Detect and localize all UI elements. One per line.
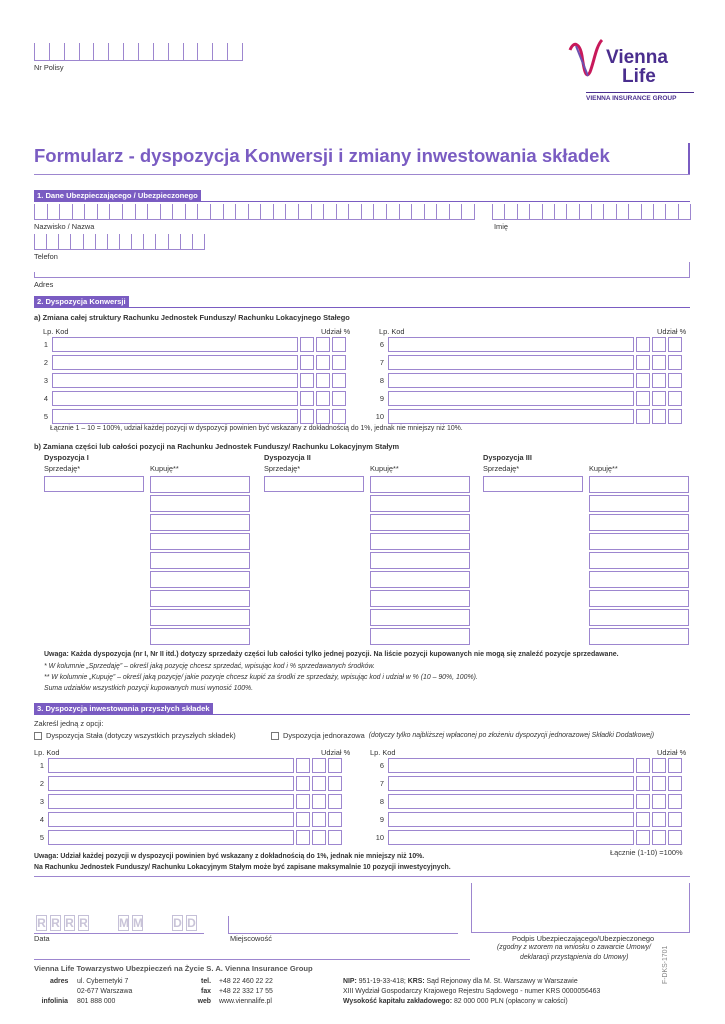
share-digit-input[interactable] — [668, 391, 682, 406]
share-digit-input[interactable] — [636, 794, 650, 809]
fund-row[interactable] — [374, 409, 688, 425]
footer-legal-3: Wysokość kapitału zakładowego: 82 000 000 PLN (opłacony w całości) — [343, 998, 568, 1005]
share-digit-input[interactable] — [296, 776, 310, 791]
fund-row[interactable] — [38, 373, 352, 389]
date-label: Data — [34, 934, 50, 943]
buy-input[interactable] — [589, 514, 689, 531]
fund-code-input[interactable] — [388, 758, 634, 773]
surname-field[interactable] — [34, 204, 474, 220]
footer-company: Vienna Life Towarzystwo Ubezpieczeń na Życie S. A. Vienna Insurance Group — [34, 964, 313, 973]
share-digit-input[interactable] — [636, 391, 650, 406]
disposition-title: Dyspozycja I — [44, 453, 89, 462]
fund-row[interactable] — [34, 794, 348, 810]
fund-row[interactable] — [374, 391, 688, 407]
fund-code-input[interactable] — [388, 812, 634, 827]
share-digit-input[interactable] — [668, 776, 682, 791]
fund-row[interactable] — [38, 355, 352, 371]
col-share-right-3: Udział % — [657, 748, 687, 757]
share-digit-input[interactable] — [652, 758, 666, 773]
disposition-title: Dyspozycja III — [483, 453, 532, 462]
share-digit-input[interactable] — [668, 355, 682, 370]
date-char-box[interactable]: R — [51, 916, 60, 930]
share-digit-input[interactable] — [332, 409, 346, 424]
share-digit-input[interactable] — [332, 355, 346, 370]
share-digit-input[interactable] — [312, 830, 326, 845]
fund-code-input[interactable] — [48, 812, 294, 827]
row-number: 9 — [379, 815, 384, 824]
row-number: 4 — [39, 815, 44, 824]
buy-input[interactable] — [589, 590, 689, 607]
section-2a-note: Łącznie 1 – 10 = 100%, udział każdej pozycji w dyspozycji powinien być wskazany z dokładnością do 1%, jednak nie mniejszy niż 10%. — [50, 425, 463, 432]
share-digit-input[interactable] — [652, 337, 666, 352]
share-digit-input[interactable] — [300, 355, 314, 370]
fund-code-input[interactable] — [48, 776, 294, 791]
buy-input[interactable] — [370, 628, 470, 645]
signature-field[interactable] — [471, 883, 690, 933]
footer-fax: +48 22 332 17 55 — [219, 988, 273, 995]
row-number: 3 — [39, 797, 44, 806]
signature-note-2: deklaracji przystąpienia do Umowy) — [520, 954, 629, 961]
row-number: 2 — [43, 358, 48, 367]
share-digit-input[interactable] — [328, 830, 342, 845]
share-digit-input[interactable] — [668, 812, 682, 827]
fund-row[interactable] — [38, 337, 352, 353]
phone-label: Telefon — [34, 252, 58, 261]
fund-code-input[interactable] — [388, 355, 634, 370]
page-title: Formularz - dyspozycja Konwersji i zmiany inwestowania składek — [34, 145, 610, 166]
buy-input[interactable] — [370, 609, 470, 626]
share-digit-input[interactable] — [332, 337, 346, 352]
share-digit-input[interactable] — [636, 812, 650, 827]
fund-code-input[interactable] — [52, 391, 298, 406]
footnote-buy: ** W kolumnie „Kupuję” – określ jaką pozycję/ jakie pozycje chcesz kupić za środki ze sprzedaży, wpisując kod i udział w % (10 – 90%, 100%). — [44, 674, 478, 681]
share-digit-input[interactable] — [300, 391, 314, 406]
share-digit-input[interactable] — [636, 409, 650, 424]
share-digit-input[interactable] — [668, 409, 682, 424]
place-label: Miejscowość — [230, 934, 272, 943]
share-digit-input[interactable] — [312, 776, 326, 791]
row-number: 7 — [379, 358, 384, 367]
col-share-right: Udział % — [657, 327, 687, 336]
row-number: 9 — [379, 394, 384, 403]
logo-group-text: VIENNA INSURANCE GROUP — [586, 95, 677, 102]
row-number: 1 — [43, 340, 48, 349]
date-char-box[interactable]: D — [187, 916, 196, 930]
buy-input[interactable] — [150, 476, 250, 493]
share-digit-input[interactable] — [332, 391, 346, 406]
fund-code-input[interactable] — [52, 409, 298, 424]
sell-input[interactable] — [44, 476, 144, 492]
footer-web-label: web — [197, 998, 211, 1005]
buy-column-label: Kupuję** — [150, 464, 179, 473]
footer-addr-1: ul. Cybernetyki 7 — [77, 978, 129, 985]
row-number: 6 — [379, 340, 384, 349]
share-digit-input[interactable] — [636, 758, 650, 773]
mark-one-label: Zakreśl jedną z opcji: — [34, 719, 104, 728]
address-field[interactable] — [34, 262, 690, 278]
buy-input[interactable] — [370, 514, 470, 531]
row-number: 8 — [379, 376, 384, 385]
fund-row[interactable] — [34, 776, 348, 792]
share-digit-input[interactable] — [316, 391, 330, 406]
row-number: 10 — [375, 833, 384, 842]
option-once-note: (dotyczy tylko najbliższej wpłaconej po złożeniu dyspozycji jednorazowej Składki Dodatkowej) — [368, 732, 655, 739]
signature-note-1: (zgodny z wzorem na wniosku o zawarcie Umowy/ — [497, 944, 651, 951]
buy-input[interactable] — [589, 571, 689, 588]
fund-row[interactable] — [374, 337, 688, 353]
fund-row[interactable] — [34, 830, 348, 846]
share-digit-input[interactable] — [652, 355, 666, 370]
date-char-box[interactable]: M — [119, 916, 129, 930]
option-fixed-label: Dyspozycja Stała (dotyczy wszystkich przyszłych składek) — [46, 731, 236, 740]
fund-row[interactable] — [374, 830, 688, 846]
fund-code-input[interactable] — [388, 794, 634, 809]
col-share-left-3: Udział % — [321, 748, 351, 757]
footer-info: 801 888 000 — [77, 998, 116, 1005]
buy-input[interactable] — [370, 476, 470, 493]
firstname-label: Imię — [494, 222, 508, 231]
vienna-life-logo — [566, 34, 694, 106]
row-number: 3 — [43, 376, 48, 385]
row-number: 8 — [379, 797, 384, 806]
fund-code-input[interactable] — [48, 830, 294, 845]
col-lp-kod-left: Lp. Kod — [43, 327, 69, 336]
fund-row[interactable] — [374, 355, 688, 371]
share-digit-input[interactable] — [300, 373, 314, 388]
share-digit-input[interactable] — [652, 830, 666, 845]
policy-number-field[interactable] — [34, 43, 242, 61]
share-digit-input[interactable] — [652, 794, 666, 809]
col-lp-kod-right: Lp. Kod — [379, 327, 405, 336]
date-char-box[interactable]: M — [133, 916, 143, 930]
place-field[interactable] — [228, 915, 458, 933]
share-digit-input[interactable] — [668, 830, 682, 845]
buy-input[interactable] — [150, 609, 250, 626]
fund-code-input[interactable] — [388, 830, 634, 845]
surname-label: Nazwisko / Nazwa — [34, 222, 95, 231]
section-2a-title: a) Zmiana całej struktury Rachunku Jednostek Funduszy/ Rachunku Lokacyjnego Stałego — [34, 313, 350, 322]
section-2-heading: 2. Dyspozycja Konwersji — [34, 296, 129, 308]
share-digit-input[interactable] — [636, 373, 650, 388]
share-digit-input[interactable] — [328, 812, 342, 827]
option-once[interactable] — [271, 731, 654, 740]
share-digit-input[interactable] — [316, 355, 330, 370]
footer-web[interactable]: www.viennalife.pl — [219, 998, 272, 1005]
address-label: Adres — [34, 280, 54, 289]
fund-code-input[interactable] — [388, 409, 634, 424]
section-3-warning-1: Uwaga: Udział każdej pozycji w dyspozycji powinien być wskazany z dokładnością do 1%, jednak nie mniejszy niż 10%. — [34, 853, 425, 860]
logo-word-life: Life — [622, 66, 656, 87]
buy-input[interactable] — [150, 571, 250, 588]
fund-row[interactable] — [374, 794, 688, 810]
col-share-left: Udział % — [321, 327, 351, 336]
fund-code-input[interactable] — [52, 337, 298, 352]
share-digit-input[interactable] — [296, 758, 310, 773]
sell-column-label: Sprzedaję* — [44, 464, 81, 473]
footer-legal-2: XIII Wydział Gospodarczy Krajowego Rejestru Sądowego - numer KRS 0000056463 — [343, 988, 601, 995]
buy-input[interactable] — [150, 552, 250, 569]
footnote-sum: Suma udziałów wszystkich pozycji kupowanych musi wynosić 100%. — [44, 685, 254, 692]
fund-row[interactable] — [374, 812, 688, 828]
share-digit-input[interactable] — [296, 830, 310, 845]
fund-row[interactable] — [34, 812, 348, 828]
fund-code-input[interactable] — [48, 794, 294, 809]
share-digit-input[interactable] — [652, 391, 666, 406]
buy-input[interactable] — [370, 552, 470, 569]
section-2-warning: Uwaga: Każda dyspozycja (nr I, Nr II itd.) dotyczy sprzedaży części lub całości tylko jednej pozycji. Na liście pozycji kupowanych nie mogą się znaleźć pozycje sprzedawane. — [44, 651, 619, 658]
signature-label: Podpis Ubezpieczającego/Ubezpieczonego — [512, 934, 655, 943]
share-digit-input[interactable] — [668, 373, 682, 388]
buy-input[interactable] — [589, 628, 689, 645]
share-digit-input[interactable] — [636, 355, 650, 370]
footnote-sell: * W kolumnie „Sprzedaję” – określ jaką pozycję chcesz sprzedać, wpisując kod i % sprzedawanych środków. — [44, 663, 375, 670]
buy-input[interactable] — [370, 533, 470, 550]
fund-row[interactable] — [38, 409, 352, 425]
option-fixed-checkbox[interactable] — [34, 732, 42, 740]
sell-column-label: Sprzedaję* — [483, 464, 520, 473]
row-number: 6 — [379, 761, 384, 770]
share-digit-input[interactable] — [652, 373, 666, 388]
buy-column-label: Kupuję** — [589, 464, 618, 473]
buy-input[interactable] — [150, 590, 250, 607]
share-digit-input[interactable] — [296, 812, 310, 827]
share-digit-input[interactable] — [312, 794, 326, 809]
date-char-box[interactable]: R — [65, 916, 74, 930]
footer-tel-label: tel. — [201, 978, 211, 985]
fund-row[interactable] — [38, 391, 352, 407]
policy-number-label: Nr Polisy — [34, 63, 64, 72]
option-once-checkbox[interactable] — [271, 732, 279, 740]
firstname-field[interactable] — [492, 204, 690, 220]
buy-input[interactable] — [589, 609, 689, 626]
sell-input[interactable] — [483, 476, 583, 492]
row-number: 5 — [39, 833, 44, 842]
fund-code-input[interactable] — [388, 776, 634, 791]
fund-row[interactable] — [374, 758, 688, 774]
disposition-title: Dyspozycja II — [264, 453, 311, 462]
sell-column-label: Sprzedaję* — [264, 464, 301, 473]
share-digit-input[interactable] — [316, 337, 330, 352]
logo-word-vienna: Vienna — [606, 47, 668, 68]
row-number: 10 — [375, 412, 384, 421]
footer-info-label: infolinia — [41, 998, 68, 1005]
share-digit-input[interactable] — [652, 812, 666, 827]
share-digit-input[interactable] — [328, 758, 342, 773]
fund-code-input[interactable] — [48, 758, 294, 773]
buy-input[interactable] — [370, 571, 470, 588]
share-digit-input[interactable] — [668, 337, 682, 352]
date-char-box[interactable]: R — [37, 916, 46, 930]
date-field[interactable] — [34, 915, 204, 933]
footer-tel: +48 22 460 22 22 — [219, 978, 273, 985]
section-1-heading: 1. Dane Ubezpieczającego / Ubezpieczonego — [34, 190, 201, 202]
fund-row[interactable] — [374, 373, 688, 389]
fund-code-input[interactable] — [388, 337, 634, 352]
fund-row[interactable] — [374, 776, 688, 792]
date-char-box[interactable]: D — [173, 916, 182, 930]
share-digit-input[interactable] — [652, 776, 666, 791]
section-3-heading: 3. Dyspozycja inwestowania przyszłych składek — [34, 703, 213, 715]
row-number: 1 — [39, 761, 44, 770]
share-digit-input[interactable] — [332, 373, 346, 388]
row-number: 7 — [379, 779, 384, 788]
share-digit-input[interactable] — [316, 409, 330, 424]
buy-input[interactable] — [589, 552, 689, 569]
row-number: 4 — [43, 394, 48, 403]
logo-swirl-icon — [566, 36, 606, 86]
share-digit-input[interactable] — [636, 776, 650, 791]
buy-input[interactable] — [150, 628, 250, 645]
buy-input[interactable] — [150, 514, 250, 531]
option-once-label: Dyspozycja jednorazowa — [283, 731, 365, 740]
col-lp-kod-right-3: Lp. Kod — [370, 748, 396, 757]
fund-code-input[interactable] — [52, 355, 298, 370]
sell-input[interactable] — [264, 476, 364, 492]
form-code: F-DKS-1701 — [662, 945, 669, 984]
footer-addr-2: 02-677 Warszawa — [77, 988, 133, 995]
share-digit-input[interactable] — [316, 373, 330, 388]
buy-input[interactable] — [150, 533, 250, 550]
option-fixed[interactable] — [34, 731, 236, 740]
buy-input[interactable] — [150, 495, 250, 512]
fund-code-input[interactable] — [388, 373, 634, 388]
date-char-box[interactable]: R — [79, 916, 88, 930]
buy-input[interactable] — [370, 495, 470, 512]
share-digit-input[interactable] — [300, 409, 314, 424]
buy-input[interactable] — [370, 590, 470, 607]
buy-input[interactable] — [589, 495, 689, 512]
section-3-total: Łącznie (1-10) =100% — [610, 848, 683, 857]
share-digit-input[interactable] — [300, 337, 314, 352]
share-digit-input[interactable] — [296, 794, 310, 809]
fund-row[interactable] — [34, 758, 348, 774]
row-number: 5 — [43, 412, 48, 421]
share-digit-input[interactable] — [636, 830, 650, 845]
buy-input[interactable] — [589, 533, 689, 550]
fund-code-input[interactable] — [52, 373, 298, 388]
row-number: 2 — [39, 779, 44, 788]
share-digit-input[interactable] — [328, 776, 342, 791]
col-lp-kod-left-3: Lp. Kod — [34, 748, 60, 757]
share-digit-input[interactable] — [652, 409, 666, 424]
footer-legal-1: NIP: 951-19-33-418; KRS: Sąd Rejonowy dla M. St. Warszawy w Warszawie — [343, 978, 578, 985]
share-digit-input[interactable] — [636, 337, 650, 352]
share-digit-input[interactable] — [668, 794, 682, 809]
buy-column-label: Kupuję** — [370, 464, 399, 473]
phone-field[interactable] — [34, 234, 204, 250]
section-2b-title: b) Zamiana części lub całości pozycji na Rachunku Jednostek Funduszy/ Rachunku Lokacyjnym Stałym — [34, 442, 400, 451]
footer-addr-label: adres — [50, 978, 69, 985]
footer-fax-label: fax — [201, 988, 211, 995]
section-3-warning-2: Na Rachunku Jednostek Funduszy/ Rachunku Lokacyjnym Stałym może być zapisane maksymalnie 10 pozycji inwestycyjnych. — [34, 864, 451, 871]
share-digit-input[interactable] — [328, 794, 342, 809]
fund-code-input[interactable] — [388, 391, 634, 406]
buy-input[interactable] — [589, 476, 689, 493]
share-digit-input[interactable] — [668, 758, 682, 773]
share-digit-input[interactable] — [312, 812, 326, 827]
share-digit-input[interactable] — [312, 758, 326, 773]
